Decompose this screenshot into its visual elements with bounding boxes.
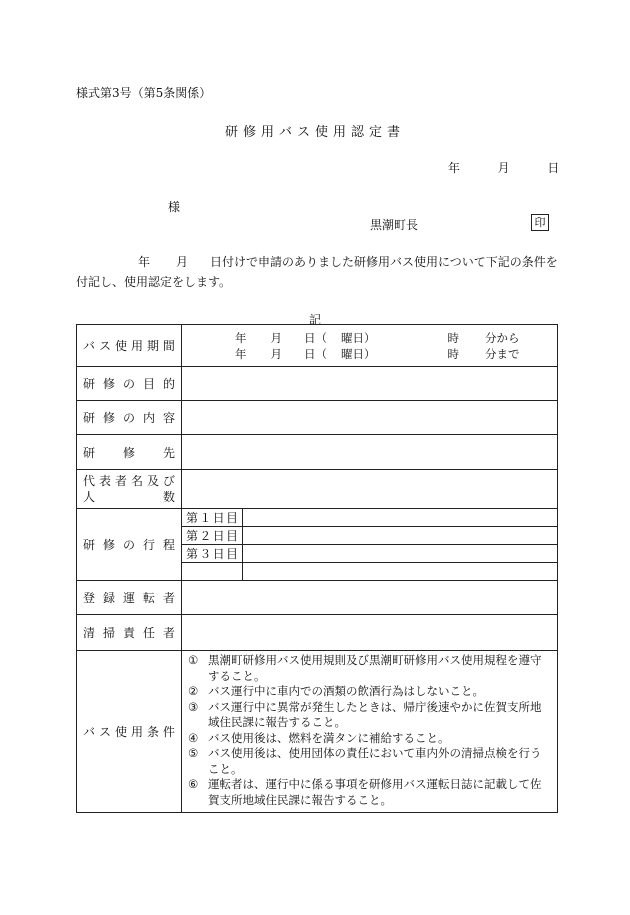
body-year: 年 <box>138 255 151 269</box>
condition-number: ⑤ <box>188 746 199 760</box>
label-period-text: バ ス 使 用 期 間 <box>83 339 175 353</box>
addressee-suffix: 様 <box>168 200 181 214</box>
condition-text: バス運行中に異常が発生したときは、帰庁後速やかに佐賀支所地域住民課に報告すること。 <box>208 699 542 729</box>
itinerary-day3-label <box>182 545 243 563</box>
label-conditions <box>77 651 182 813</box>
label-purpose <box>77 367 182 401</box>
label-driver-text: 登 録 運 転 者 <box>83 591 175 605</box>
row-itinerary-day1 <box>77 509 558 527</box>
destination-field[interactable] <box>182 435 558 470</box>
issue-date <box>448 159 559 176</box>
condition-item <box>188 700 551 731</box>
label-purpose-text: 研 修 の 目 的 <box>83 377 175 391</box>
condition-number: ① <box>188 653 199 667</box>
label-content <box>77 401 182 435</box>
condition-text: バス使用後は、使用団体の責任において車内外の清掃点検を行うこと。 <box>208 746 542 776</box>
itinerary-day1-field[interactable] <box>243 509 558 527</box>
date-day: 日 <box>547 161 560 175</box>
date-year: 年 <box>448 161 461 175</box>
condition-text: 黒潮町研修用バス使用規則及び黒潮町研修用バス使用規程を遵守すること。 <box>208 653 542 683</box>
label-representative-line1: 代 表 者 名 及 び <box>83 474 175 488</box>
certification-table <box>76 324 558 813</box>
itinerary-day2-label <box>182 527 243 545</box>
seal-box: 印 <box>531 214 549 231</box>
representative-field[interactable] <box>182 470 558 509</box>
condition-item <box>188 653 551 684</box>
ki-heading: 記 <box>308 313 321 327</box>
driver-field[interactable] <box>182 581 558 615</box>
body-line2: 付記し、使用認定をします。 <box>76 275 232 289</box>
condition-item <box>188 731 551 747</box>
body-text <box>76 252 560 292</box>
condition-number: ⑥ <box>188 777 199 791</box>
itinerary-day1-text: 第 １ 日 目 <box>186 511 238 525</box>
condition-text: バス運行中に車内での酒類の飲酒行為はしないこと。 <box>208 684 484 698</box>
form-number: 様式第3号（第5条関係） <box>76 86 212 100</box>
label-content-text: 研 修 の 内 容 <box>83 411 175 425</box>
row-conditions <box>77 651 558 813</box>
label-cleaning <box>77 615 182 651</box>
content-field[interactable] <box>182 401 558 435</box>
itinerary-day3-field[interactable] <box>243 545 558 563</box>
condition-text: 運転者は、運行中に係る事項を研修用バス運転日誌に記載して佐賀支所地域住民課に報告すること。 <box>208 777 542 807</box>
conditions-list <box>182 651 558 813</box>
document-title: 研修用バス使用認定書 <box>224 125 405 140</box>
row-representative <box>77 470 558 509</box>
date-month: 月 <box>497 161 510 175</box>
condition-text: バス使用後は、燃料を満タンに補給すること。 <box>208 730 450 745</box>
label-itinerary-text: 研 修 の 行 程 <box>83 538 175 552</box>
label-conditions-text: バ ス 使 用 条 件 <box>83 725 175 739</box>
label-itinerary <box>77 509 182 581</box>
condition-number: ④ <box>188 730 199 745</box>
cleaning-field[interactable] <box>182 615 558 651</box>
label-representative: 代 表 者 名 及 び 人 数 <box>77 470 182 509</box>
itinerary-day1-label <box>182 509 243 527</box>
itinerary-day2-text: 第 ２ 日 目 <box>186 529 238 543</box>
condition-number: ② <box>188 684 199 698</box>
body-month: 月 <box>176 255 189 269</box>
row-period <box>77 325 558 367</box>
condition-number: ③ <box>188 699 199 714</box>
row-purpose <box>77 367 558 401</box>
itinerary-day2-field[interactable] <box>243 527 558 545</box>
purpose-field[interactable] <box>182 367 558 401</box>
row-driver <box>77 581 558 615</box>
period-start: 年 月 日（ 曜日） 時 分から <box>235 330 520 345</box>
body-line1: 日付けで申請のありました研修用バス使用について下記の条件を <box>210 255 558 269</box>
condition-item <box>188 777 551 808</box>
issuer-name: 黒潮町長 <box>370 218 419 232</box>
row-destination <box>77 435 558 470</box>
itinerary-day3-text: 第 ３ 日 目 <box>186 547 238 561</box>
row-content <box>77 401 558 435</box>
condition-item <box>188 684 551 700</box>
condition-item <box>188 746 551 777</box>
label-cleaning-text: 清 掃 責 任 者 <box>83 626 175 640</box>
period-field[interactable] <box>182 325 558 367</box>
label-period <box>77 325 182 367</box>
label-driver <box>77 581 182 615</box>
period-end: 年 月 日（ 曜日） 時 分まで <box>235 346 520 361</box>
itinerary-day4-field[interactable] <box>243 563 558 581</box>
row-cleaning <box>77 615 558 651</box>
label-destination: 研 修 先 <box>77 435 182 470</box>
itinerary-day4-label <box>182 563 243 581</box>
